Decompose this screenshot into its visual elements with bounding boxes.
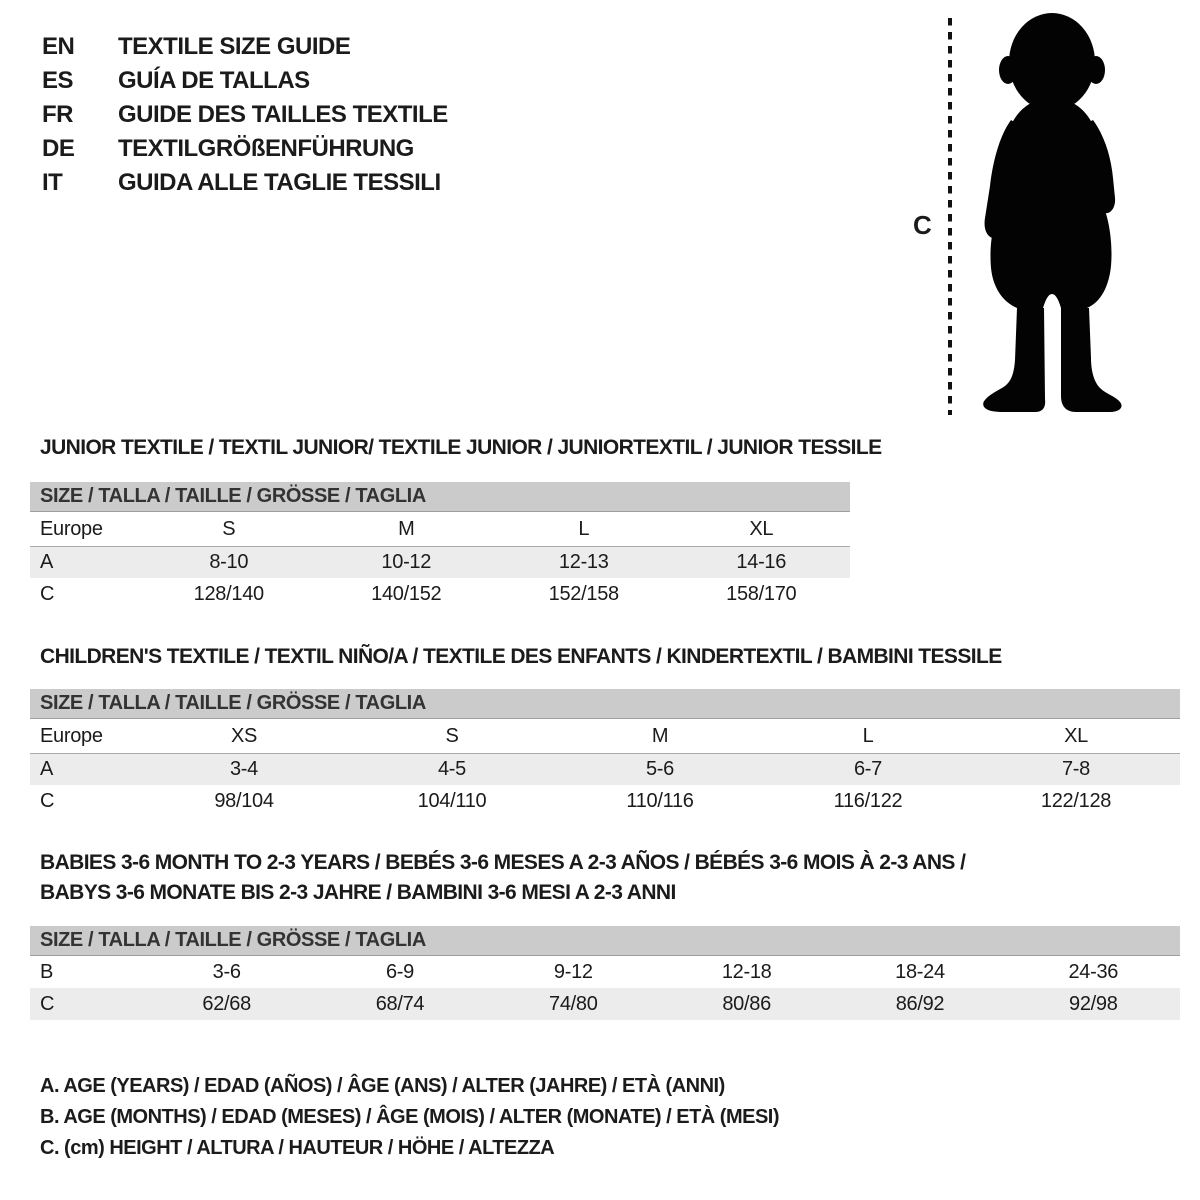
row-label: Europe: [40, 517, 103, 540]
table-cell: XL: [749, 517, 774, 540]
row-label: C: [40, 992, 55, 1015]
table-cell: S: [445, 724, 459, 747]
size-header-bar: SIZE / TALLA / TAILLE / GRÖSSE / TAGLIA: [30, 926, 1180, 956]
size-header-bar: SIZE / TALLA / TAILLE / GRÖSSE / TAGLIA: [30, 482, 850, 512]
language-code: FR: [42, 101, 73, 128]
legend-line-b: B. AGE (MONTHS) / EDAD (MESES) / ÂGE (MOIS) / ALTER (MONATE) / ETÀ (MESI): [40, 1106, 780, 1128]
table-cell: L: [862, 724, 874, 747]
table-cell: 98/104: [214, 790, 274, 812]
table-cell: 86/92: [895, 992, 945, 1015]
table-cell: 68/74: [375, 992, 425, 1015]
table-cell: 8-10: [209, 551, 249, 573]
toddler-silhouette-icon: [983, 13, 1121, 412]
table-cell: 116/122: [833, 790, 903, 812]
table-row: [30, 512, 850, 547]
table-cell: 9-12: [553, 960, 593, 983]
table-cell: S: [222, 517, 236, 540]
table-cell: 104/110: [417, 790, 487, 812]
language-row: [42, 30, 448, 64]
legend-line-a: A. AGE (YEARS) / EDAD (AÑOS) / ÂGE (ANS) / ALTER (JAHRE) / ETÀ (ANNI): [40, 1075, 725, 1097]
table-cell: 12-13: [558, 551, 609, 573]
figure-area: [895, 8, 1165, 420]
language-code: ES: [42, 67, 74, 94]
size-header-bar: SIZE / TALLA / TAILLE / GRÖSSE / TAGLIA: [30, 689, 1180, 719]
row-label: B: [40, 960, 54, 983]
table-cell: M: [398, 517, 415, 540]
legend-line-c: C. (cm) HEIGHT / ALTURA / HAUTEUR / HÖHE / ALTEZZA: [40, 1137, 555, 1159]
language-row: [42, 166, 448, 200]
table-cell: 24-36: [1068, 960, 1119, 983]
section-title-junior: JUNIOR TEXTILE / TEXTIL JUNIOR/ TEXTILE JUNIOR / JUNIORTEXTIL / JUNIOR TESSILE: [40, 436, 882, 459]
guide-title: TEXTILGRÖßENFÜHRUNG: [118, 135, 414, 162]
table-cell: 6-7: [853, 758, 882, 780]
measure-legend: [40, 1071, 779, 1164]
measure-c-label: C: [913, 210, 932, 240]
table-cell: 74/80: [549, 992, 598, 1015]
table-row: [30, 956, 1180, 988]
row-label: Europe: [40, 724, 103, 747]
table-cell: L: [578, 517, 590, 540]
guide-title: GUÍA DE TALLAS: [118, 67, 310, 94]
row-label: C: [40, 790, 55, 812]
table-cell: 62/68: [202, 992, 251, 1015]
table-row: [30, 578, 850, 611]
table-cell: 5-6: [645, 758, 674, 780]
table-cell: XS: [230, 724, 258, 747]
guide-title: GUIDA ALLE TAGLIE TESSILI: [118, 169, 441, 196]
language-row: [42, 132, 448, 166]
table-row: [30, 547, 850, 578]
table-cell: 3-6: [212, 960, 241, 983]
junior-size-table: [30, 482, 850, 611]
table-cell: 4-5: [437, 758, 466, 780]
table-row: [30, 754, 1180, 785]
language-row: [42, 98, 448, 132]
language-title-list: [42, 30, 448, 200]
table-cell: 128/140: [193, 583, 264, 605]
table-cell: 122/128: [1040, 790, 1112, 812]
section-title-children: CHILDREN'S TEXTILE / TEXTIL NIÑO/A / TEXTILE DES ENFANTS / KINDERTEXTIL / BAMBINI TESSILE: [40, 645, 1002, 668]
guide-title: TEXTILE SIZE GUIDE: [118, 33, 351, 60]
babies-title-line1: BABIES 3-6 MONTH TO 2-3 YEARS / BEBÉS 3-6 MESES A 2-3 AÑOS / BÉBÉS 3-6 MOIS À 2-3 ANS /: [40, 851, 966, 874]
table-row: [30, 988, 1180, 1020]
guide-title: GUIDE DES TAILLES TEXTILE: [118, 101, 448, 128]
table-cell: M: [651, 724, 669, 747]
children-size-table: [30, 689, 1180, 818]
row-label: C: [40, 583, 55, 605]
section-title-babies: [40, 848, 965, 908]
table-cell: 10-12: [381, 551, 432, 573]
language-code: DE: [42, 135, 75, 162]
table-cell: 140/152: [371, 583, 442, 605]
row-label: A: [40, 551, 54, 573]
table-cell: 3-4: [229, 758, 258, 780]
language-row: [42, 64, 448, 98]
table-cell: 92/98: [1069, 992, 1118, 1015]
row-label: A: [40, 758, 54, 780]
table-cell: 12-18: [721, 960, 772, 983]
table-cell: 110/116: [626, 790, 694, 812]
table-cell: 14-16: [736, 551, 787, 573]
table-cell: 158/170: [726, 583, 797, 605]
table-cell: 6-9: [385, 960, 414, 983]
table-cell: XL: [1064, 724, 1088, 747]
language-code: IT: [42, 169, 63, 196]
table-cell: 18-24: [895, 960, 945, 983]
table-row: [30, 785, 1180, 818]
table-cell: 7-8: [1061, 758, 1090, 780]
table-cell: 80/86: [722, 992, 771, 1015]
table-row: [30, 719, 1180, 754]
babies-size-table: [30, 926, 1180, 1020]
language-code: EN: [42, 33, 75, 60]
table-cell: 152/158: [548, 583, 619, 605]
babies-title-line2: BABYS 3-6 MONATE BIS 2-3 JAHRE / BAMBINI 3-6 MESI A 2-3 ANNI: [40, 881, 676, 904]
